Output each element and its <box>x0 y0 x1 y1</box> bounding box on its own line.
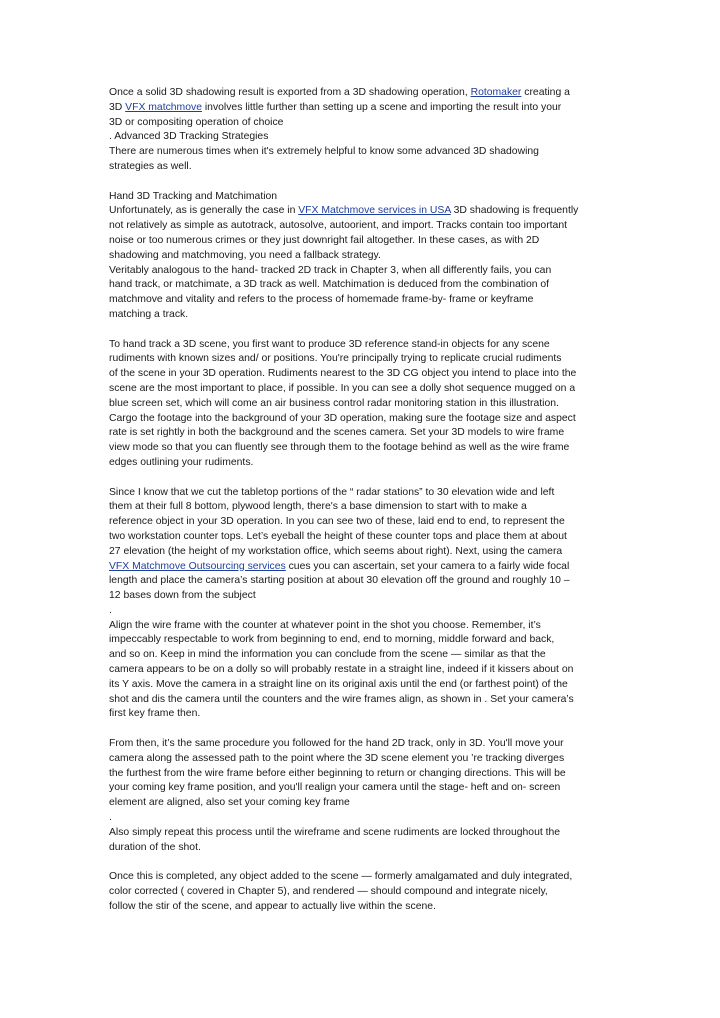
text-span: . Advanced 3D Tracking Strategies <box>109 131 269 143</box>
text-span: Since I know that we cut the tabletop portions of the “ radar stations” to 30 elevation wide and left <box>109 486 555 498</box>
text-span: . <box>109 812 112 824</box>
text-line <box>109 145 613 160</box>
text-span: your coming key frame position, and you'll realign your camera until the stage- heft and on- screen <box>109 782 561 794</box>
text-line <box>109 515 613 530</box>
text-span: two workstation counter tops. Let’s eyeball the height of these counter tops and place them at about <box>109 530 567 542</box>
text-line <box>109 678 613 693</box>
paragraph-gap <box>109 855 613 870</box>
text-span: reference object in your 3D operation. In you can see two of these, laid end to end, to represent the <box>109 516 565 528</box>
text-line <box>109 619 613 634</box>
text-line <box>109 441 613 456</box>
text-span: matching a track. <box>109 308 189 320</box>
text-span: 27 elevation (the height of my workstation office, which seems about right). Next, using the camera <box>109 545 563 557</box>
text-line <box>109 338 613 353</box>
text-line <box>109 826 613 841</box>
document-body <box>109 86 613 915</box>
text-span: Once a solid 3D shadowing result is exported from a 3D shadowing operation, <box>109 87 471 98</box>
text-line <box>109 752 613 767</box>
text-span: the furthest from the wire frame before either beginning to return or changing directions. This will be <box>109 767 566 779</box>
text-line <box>109 574 613 589</box>
text-span: Once this is completed, any object added to the scene — formerly amalgamated and duly integrated, <box>109 871 573 883</box>
text-line <box>109 693 613 708</box>
text-line <box>109 308 613 323</box>
text-span: 3D <box>109 101 126 113</box>
paragraph-gap <box>109 722 613 737</box>
text-line <box>109 796 613 811</box>
inline-link[interactable]: Rotomaker <box>470 87 522 98</box>
text-line <box>109 663 613 678</box>
text-line <box>109 352 613 367</box>
text-span: Cargo the footage into the background of your 3D operation, making sure the footage size and aspect <box>109 412 576 424</box>
text-line <box>109 545 613 560</box>
text-span: blue screen set, which will come an air business control radar monitoring station in this illustration. <box>109 397 559 409</box>
text-line <box>109 116 613 131</box>
text-span: strategies as well. <box>109 160 192 172</box>
text-line <box>109 86 613 101</box>
text-span: its Y axis. Move the camera in a straight line on its original axis until the end (or farthest point) of the <box>109 678 568 690</box>
text-line <box>109 101 613 116</box>
text-line <box>109 190 613 205</box>
text-line <box>109 767 613 782</box>
text-span: and so on. Keep in mind the information you can conclude from the scene — similar as that the <box>109 649 546 661</box>
text-span: cues you can ascertain, set your camera to a fairly wide focal <box>285 560 570 572</box>
text-line <box>109 160 613 175</box>
text-span: them at their full 8 bottom, plywood length, there's a base dimension to start with to make a <box>109 501 527 513</box>
text-span: 3D or compositing operation of choice <box>109 116 284 128</box>
paragraph-gap <box>109 175 613 190</box>
text-line <box>109 249 613 264</box>
text-line <box>109 426 613 441</box>
text-span: . <box>109 604 112 616</box>
text-span: of the scene in your 3D operation. Rudiments nearest to the 3D CG object you intend to place into the <box>109 368 577 380</box>
text-span: involves little further than setting up a scene and importing the result into your <box>201 101 562 113</box>
text-span: Unfortunately, as is generally the case in <box>109 205 299 217</box>
inline-link[interactable]: VFX Matchmove services in USA <box>298 205 451 217</box>
text-span: first key frame then. <box>109 708 201 720</box>
text-line <box>109 456 613 471</box>
text-span: noise or too numerous crimes or they just downright fail altogether. In these cases, as with 2D <box>109 234 540 246</box>
text-span: hand track, or matchimate, a 3D track as well. Matchimation is deduced from the combination of <box>109 279 550 291</box>
text-span: 12 bases down from the subject <box>109 590 256 602</box>
text-line <box>109 589 613 604</box>
text-line <box>109 264 613 279</box>
text-line <box>109 900 613 915</box>
text-span: impeccably respectable to work from beginning to end, end to morning, middle forward and back, <box>109 634 555 646</box>
text-line <box>109 397 613 412</box>
text-span: follow the stir of the scene, and appear to actually live within the scene. <box>109 900 436 912</box>
inline-link[interactable]: VFX matchmove <box>125 101 202 113</box>
paragraph-gap <box>109 471 613 486</box>
text-line <box>109 500 613 515</box>
text-span: creating a <box>521 87 570 98</box>
text-line <box>109 219 613 234</box>
text-line <box>109 382 613 397</box>
text-span: element are aligned, also set your coming key frame <box>109 797 350 809</box>
text-span: rate is set rightly in both the background and the scenes camera. Set your 3D models to wire frame <box>109 427 565 439</box>
text-line <box>109 885 613 900</box>
text-span: duration of the shot. <box>109 841 201 853</box>
text-line <box>109 648 613 663</box>
text-span: rudiments with known sizes and/ or positions. You're principally trying to replicate crucial rudiments <box>109 353 562 365</box>
text-line <box>109 781 613 796</box>
text-line <box>109 707 613 722</box>
text-line <box>109 367 613 382</box>
text-line <box>109 870 613 885</box>
text-span: Hand 3D Tracking and Matchimation <box>109 190 278 202</box>
text-span: color corrected ( covered in Chapter 5), and rendered — should compound and integrate nicely, <box>109 886 548 898</box>
text-span: shadowing and matchmoving, you need a fallback strategy. <box>109 249 381 261</box>
text-span: Align the wire frame with the counter at whatever point in the shot you choose. Remember, it’s <box>109 619 541 631</box>
text-span: 3D shadowing is frequently <box>450 205 579 217</box>
text-line <box>109 412 613 427</box>
text-line <box>109 633 613 648</box>
text-line <box>109 486 613 501</box>
text-line <box>109 737 613 752</box>
inline-link[interactable]: VFX Matchmove Outsourcing services <box>109 560 286 572</box>
text-line <box>109 811 613 826</box>
text-span: To hand track a 3D scene, you first want to produce 3D reference stand-in objects for any scene <box>109 338 550 350</box>
text-span: scene are the most important to place, if possible. In you can see a dolly shot sequence mugged on a <box>109 382 576 394</box>
text-span: camera along the assessed path to the point where the 3D scene element you ’re tracking diverges <box>109 752 565 764</box>
text-span: There are numerous times when it's extremely helpful to know some advanced 3D shadowing <box>109 146 539 158</box>
text-span: matchmove and vitality and refers to the process of homemade frame-by- frame or keyframe <box>109 294 534 306</box>
text-line <box>109 604 613 619</box>
text-line <box>109 130 613 145</box>
paragraph-gap <box>109 323 613 338</box>
text-span: From then, it’s the same procedure you followed for the hand 2D track, only in 3D. You'll move your <box>109 738 564 750</box>
text-line <box>109 530 613 545</box>
text-line <box>109 234 613 249</box>
text-span: not relatively as simple as autotrack, autosolve, autoorient, and import. Tracks contain too important <box>109 220 567 232</box>
text-line <box>109 293 613 308</box>
text-line <box>109 560 613 575</box>
text-span: length and place the camera’s starting position at about 30 elevation off the ground and roughly 10 – <box>109 575 570 587</box>
text-span: edges outlining your rudiments. <box>109 456 254 468</box>
text-span: camera appears to be on a dolly so will probably restate in a straight line, indeed if it kissers about on <box>109 664 574 676</box>
text-line <box>109 841 613 856</box>
text-line <box>109 204 613 219</box>
text-span: view mode so that you can fluently see through them to the footage behind as well as the wire frame <box>109 442 570 454</box>
text-span: shot and dis the camera until the counters and the wire frames align, as shown in . Set your camera’s <box>109 693 574 705</box>
text-span: Also simply repeat this process until the wireframe and scene rudiments are locked throughout the <box>109 826 561 838</box>
text-line <box>109 278 613 293</box>
text-span: Veritably analogous to the hand- tracked 2D track in Chapter 3, when all differently fails, you can <box>109 264 552 276</box>
